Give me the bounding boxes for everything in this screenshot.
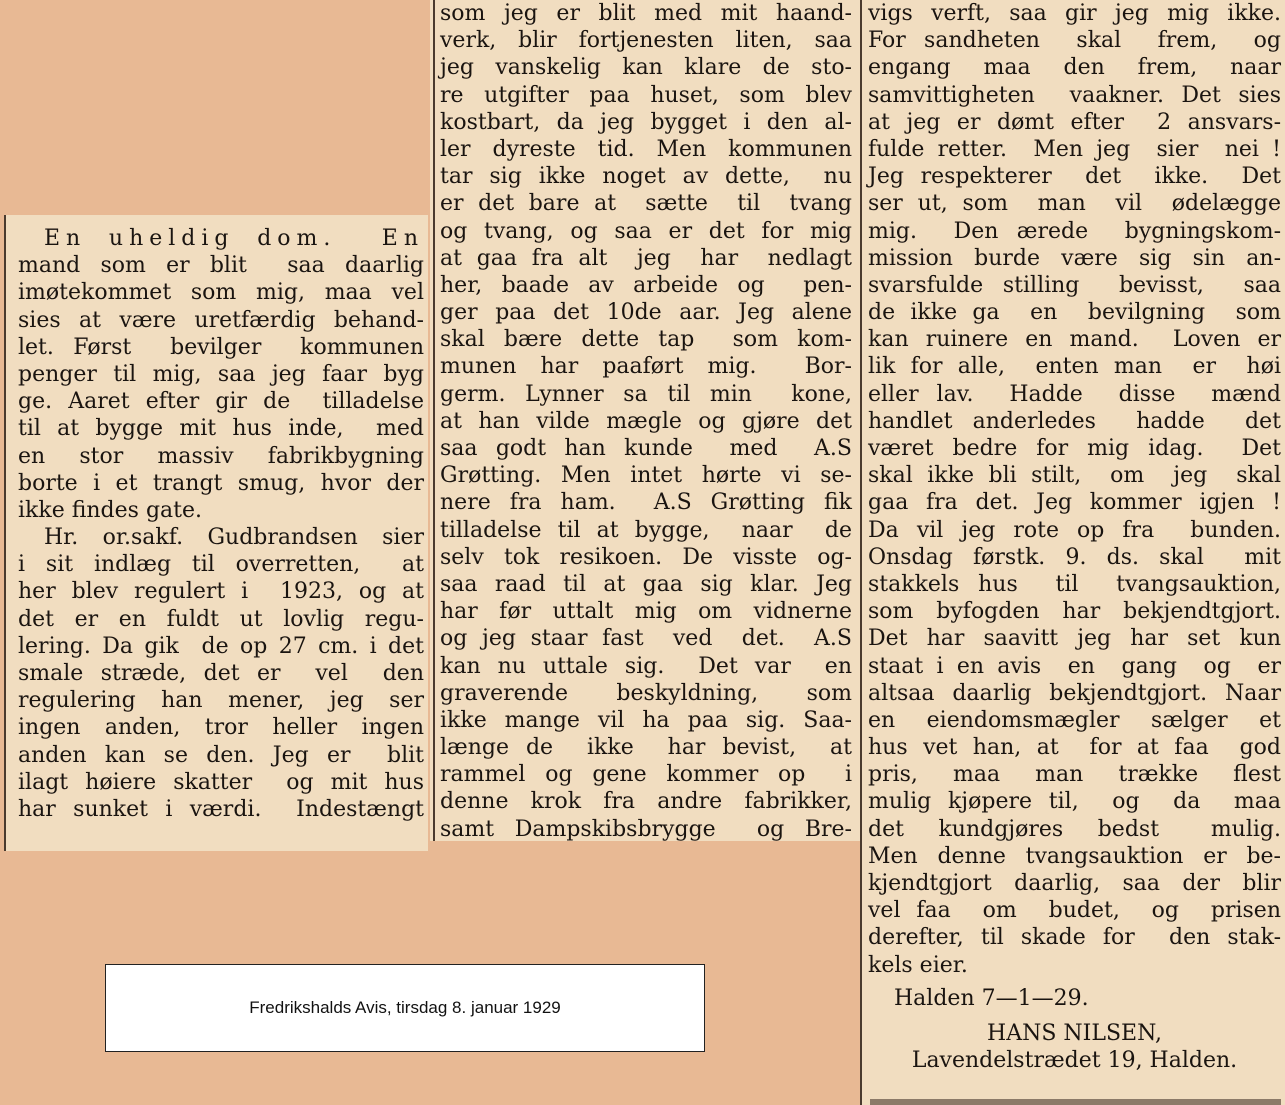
article-line: og jeg staar fast ved det. A.S <box>440 626 852 652</box>
article-line: som jeg er blit med mit haand- <box>440 1 852 26</box>
article-line: Men denne tvangsauktion er be- <box>868 843 1281 869</box>
article-line: verk, blir fortjenesten liten, saa <box>440 28 852 54</box>
article-line: skal ikke bli stilt, om jeg skal <box>868 463 1281 489</box>
signoff-name: HANS NILSEN, <box>987 1020 1162 1046</box>
article-line: har sunket i værdi. Indestængt <box>18 796 424 822</box>
article-line: samvittigheten vaakner. Det sies <box>868 82 1281 108</box>
article-line: til at bygge mit hus inde, med <box>18 416 424 442</box>
article-line: altsaa daarlig bekjendtgjort. Naar <box>868 680 1281 706</box>
article-line: og tvang, og saa er det for mig <box>440 218 852 244</box>
article-line: en stor massiv fabrikbygning <box>18 443 424 469</box>
article-line: mig. Den ærede bygningskom- <box>868 218 1281 244</box>
article-line: ikke mange vil ha paa sig. Saa- <box>440 707 852 733</box>
article-line: Grøtting. Men intet hørte vi se- <box>440 463 852 489</box>
signoff-place-date: Halden 7—1—29. <box>894 985 1089 1011</box>
article-line: som byfogden har bekjendtgjort. <box>868 599 1281 625</box>
article-line: tilladelse til at bygge, naar de <box>440 517 852 543</box>
article-line: vel faa om budet, og prisen <box>868 898 1281 924</box>
article-line: let. Først bevilger kommunen <box>18 334 424 360</box>
article-line: imøtekommet som mig, maa vel <box>18 280 424 306</box>
article-line: har før uttalt mig om vidnerne <box>440 599 852 625</box>
article-line: engang maa den frem, naar <box>868 55 1281 81</box>
article-line: stakkels hus til tvangsauktion, <box>868 571 1281 597</box>
article-line: ilagt høiere skatter og mit hus <box>18 769 424 795</box>
article-line: ge. Aaret efter gir de tilladelse <box>18 389 424 415</box>
article-line: munen har paaført mig. Bor- <box>440 354 852 380</box>
article-line: en eiendomsmægler sælger et <box>868 707 1281 733</box>
article-line: regulering han mener, jeg ser <box>18 688 424 714</box>
article-line: vigs verft, saa gir jeg mig ikke. <box>868 1 1281 26</box>
article-line: mand som er blit saa daarlig <box>18 253 424 279</box>
article-line: her blev regulert i 1923, og at <box>18 579 424 605</box>
article-line: ikke findes gate. <box>18 497 202 523</box>
article-line: Da vil jeg rote op fra bunden. <box>868 517 1281 543</box>
caption-text: Fredrikshalds Avis, tirsdag 8. januar 1929 <box>249 998 561 1017</box>
article-line: saa raad til at gaa sig klar. Jeg <box>440 571 852 597</box>
article-column-2 <box>430 0 860 841</box>
article-line: hus vet han, at for at faa god <box>868 735 1281 761</box>
article-line: kels eier. <box>868 952 968 978</box>
article-line: graverende beskyldning, som <box>440 680 852 706</box>
article-line: Hr. or.sakf. Gudbrandsen sier <box>44 525 424 551</box>
article-line: staat i en avis en gang og er <box>868 653 1281 679</box>
article-line: gaa fra det. Jeg kommer igjen ! <box>868 490 1281 516</box>
article-line: ger paa det 10de aar. Jeg alene <box>440 300 852 326</box>
article-line: ler dyreste tid. Men kommunen <box>440 136 852 162</box>
article-line: mission burde være sig sin an- <box>868 245 1281 271</box>
article-line: germ. Lynner sa til min kone, <box>440 381 852 407</box>
article-line: svarsfulde stilling bevisst, saa <box>868 272 1281 298</box>
column-divider <box>433 0 435 841</box>
column-divider <box>860 0 862 1105</box>
article-line: borte i et trangt smug, hvor der <box>18 470 424 496</box>
signoff-address: Lavendelstrædet 19, Halden. <box>911 1048 1238 1074</box>
article-line: nere fra ham. A.S Grøtting fik <box>440 490 852 516</box>
article-line: kostbart, da jeg bygget i den al- <box>440 109 852 135</box>
article-line: derefter, til skade for den stak- <box>868 925 1281 951</box>
clipping-edge <box>870 1099 1281 1105</box>
article-line: kan ruinere en mand. Loven er <box>868 327 1281 353</box>
article-line: kan nu uttale sig. Det var en <box>440 653 852 679</box>
article-line: det er en fuldt ut lovlig regu- <box>18 606 424 632</box>
article-column-3 <box>860 0 1285 1105</box>
article-line: at jeg er dømt efter 2 ansvars- <box>868 109 1281 135</box>
article-line: mulig kjøpere til, og da maa <box>868 789 1281 815</box>
article-line: anden kan se den. Jeg er blit <box>18 742 424 768</box>
article-line: sies at være uretfærdig behand- <box>18 307 424 333</box>
article-line: været bedre for mig idag. Det <box>868 436 1281 461</box>
article-line: fulde retter. Men jeg sier nei ! <box>868 136 1281 162</box>
article-line: skal bære dette tap som kom- <box>440 327 852 353</box>
article-line: at han vilde mægle og gjøre det <box>440 408 852 434</box>
article-column-1 <box>4 215 428 851</box>
article-line: saa godt han kunde med A.S <box>440 436 852 461</box>
article-line: Jeg respekterer det ikke. Det <box>868 164 1281 190</box>
article-line: penger til mig, saa jeg faar byg <box>18 361 424 387</box>
article-line: denne krok fra andre fabrikker, <box>440 789 852 815</box>
article-line: pris, maa man trække flest <box>868 762 1281 788</box>
article-line: i sit indlæg til overretten, at <box>18 552 424 578</box>
article-line: det kundgjøres bedst mulig. <box>868 816 1281 842</box>
article-line: ser ut, som man vil ødelægge <box>868 191 1281 217</box>
article-line: rammel og gene kommer op i <box>440 762 852 788</box>
article-line: tar sig ikke noget av dette, nu <box>440 164 852 190</box>
article-line: re utgifter paa huset, som blev <box>440 82 852 108</box>
caption-box <box>105 964 705 1052</box>
article-line: at gaa fra alt jeg har nedlagt <box>440 245 852 271</box>
article-line: jeg vanskelig kan klare de sto- <box>440 55 852 81</box>
article-line: kjendtgjort daarlig, saa der blir <box>868 871 1281 896</box>
article-line: handlet anderledes hadde det <box>868 408 1281 434</box>
article-line: Onsdag førstk. 9. ds. skal mit <box>868 544 1281 570</box>
article-line: samt Dampskibsbrygge og Bre- <box>440 816 852 841</box>
article-line: ingen anden, tror heller ingen <box>18 715 424 741</box>
article-line: længe de ikke har bevist, at <box>440 735 852 761</box>
article-line: smale stræde, det er vel den <box>18 661 424 686</box>
article-line: eller lav. Hadde disse mænd <box>868 381 1281 407</box>
article-line: lering. Da gik de op 27 cm. i det <box>18 633 424 659</box>
article-line: er det bare at sætte til tvang <box>440 191 852 217</box>
article-line: selv tok resikoen. De visste og- <box>440 544 852 570</box>
article-line: lik for alle, enten man er høi <box>868 354 1281 380</box>
article-line: Det har saavitt jeg har set kun <box>868 626 1281 652</box>
article-line: de ikke ga en bevilgning som <box>868 300 1281 326</box>
article-line: En uheldig dom. En <box>44 226 424 251</box>
article-line: her, baade av arbeide og pen- <box>440 272 852 298</box>
article-line: For sandheten skal frem, og <box>868 28 1281 54</box>
